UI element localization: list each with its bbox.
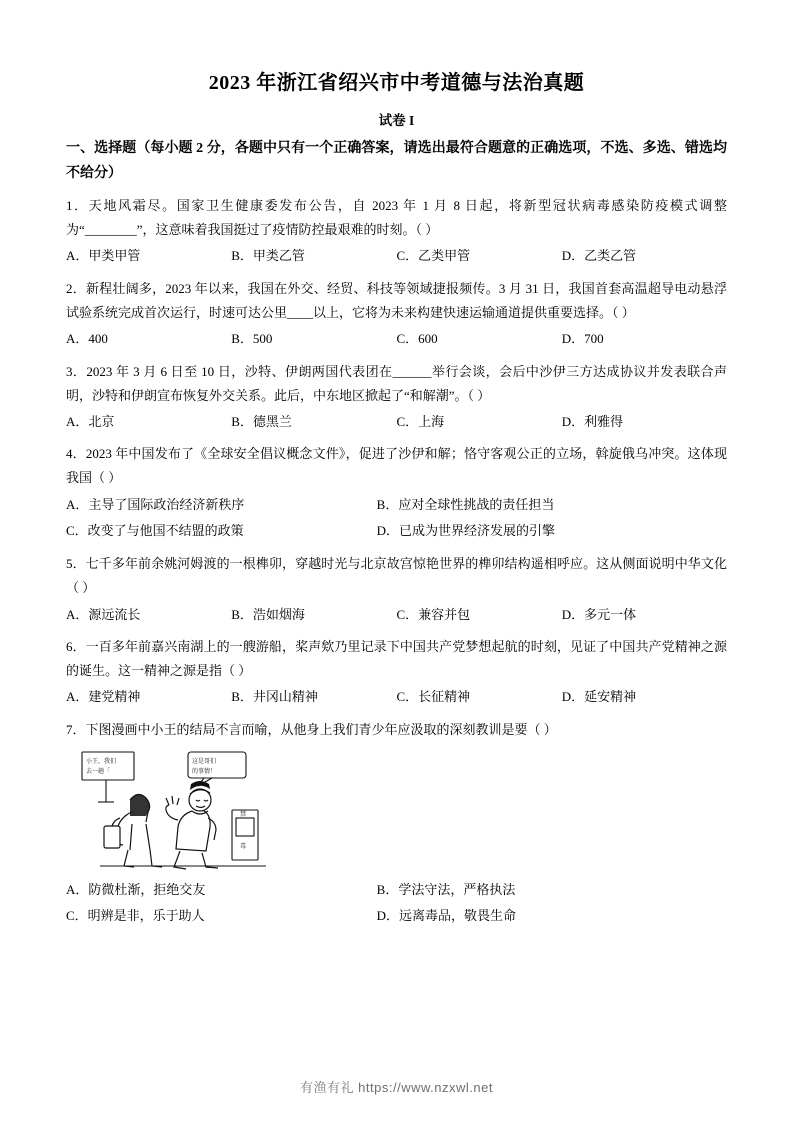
option-d[interactable]: D．延安精神 xyxy=(561,689,637,705)
option-d[interactable]: D．乙类乙管 xyxy=(561,248,637,264)
option-row xyxy=(66,410,727,435)
option-b[interactable]: B．甲类乙管 xyxy=(231,248,305,264)
option-row xyxy=(66,685,727,710)
question-stem: 3．2023 年 3 月 6 日至 10 日，沙特、伊朗两国代表团在______举行会谈，会后中沙伊三方达成协议并发表联合声明，沙特和伊朗宣布恢复外交关系。此后，中东地区掀起了“和解潮”。（ ） xyxy=(66,363,727,403)
cartoon-illustration xyxy=(80,748,280,873)
svg-text:禁: 禁 xyxy=(240,812,247,819)
option-row xyxy=(66,492,727,518)
question-stem: 2．新程壮阔多，2023 年以来，我国在外交、经贸、科技等领域捷报频传。3 月 31 日，我国首套高温超导电动悬浮试验系统完成首次运行，时速可达公里____以上，它将为未来构建快速运输通道提供重要选择。（ ） xyxy=(66,280,727,320)
option-a[interactable]: A．主导了国际政治经济新秩序 xyxy=(66,497,245,513)
question-stem: 6．一百多年前嘉兴南湖上的一艘游船，桨声欸乃里记录下中国共产党梦想起航的时刻，见证了中国共产党精神之源的诞生。这一精神之源是指（ ） xyxy=(66,639,727,679)
option-row xyxy=(66,877,727,903)
option-row xyxy=(66,327,727,352)
option-c[interactable]: C．兼容并包 xyxy=(396,606,471,622)
option-b[interactable]: B．浩如烟海 xyxy=(231,606,305,622)
option-c[interactable]: C．上海 xyxy=(396,413,445,429)
section-heading: 一、选择题（每小题 2 分，各题中只有一个正确答案，请选出最符合题意的正确选项，不选、多选、错选均不给分） xyxy=(66,141,727,181)
svg-text:小王，我们: 小王，我们 xyxy=(86,759,117,766)
option-block xyxy=(66,877,727,929)
svg-text:的事情！: 的事情！ xyxy=(192,769,217,776)
question-stem: 5．七千多年前余姚河姆渡的一根榫卯，穿越时光与北京故宫惊艳世界的榫卯结构遥相呼应。这从侧面说明中华文化（ ） xyxy=(66,556,727,596)
option-a[interactable]: A．建党精神 xyxy=(66,689,141,705)
svg-text:毒: 毒 xyxy=(240,844,247,851)
option-c[interactable]: C．乙类甲管 xyxy=(396,248,471,264)
option-b[interactable]: B．应对全球性挑战的责任担当 xyxy=(376,497,555,513)
option-c[interactable]: C．明辨是非，乐于助人 xyxy=(66,908,205,924)
option-b[interactable]: B．德黑兰 xyxy=(231,413,292,429)
option-a[interactable]: A．400 xyxy=(66,330,108,346)
option-d[interactable]: D．远离毒品，敬畏生命 xyxy=(376,908,517,924)
option-b[interactable]: B．500 xyxy=(231,330,273,346)
option-a[interactable]: A．北京 xyxy=(66,413,115,429)
page-title: 2023 年浙江省绍兴市中考道德与法治真题 xyxy=(208,72,585,94)
svg-text:这是哥们: 这是哥们 xyxy=(192,759,217,766)
paper-label: 试卷 I xyxy=(378,113,415,128)
option-a[interactable]: A．甲类甲管 xyxy=(66,248,141,264)
option-block xyxy=(66,492,727,544)
option-a[interactable]: A．防微杜渐，拒绝交友 xyxy=(66,882,206,898)
option-b[interactable]: B．井冈山精神 xyxy=(231,689,318,705)
footer-brand: 有渔有礼 xyxy=(300,1080,355,1095)
footer-url[interactable]: https://www.nzxwl.net xyxy=(358,1080,493,1095)
question-stem: 1．天地风霜尽。国家卫生健康委发布公告，自 2023 年 1 月 8 日起，将新型冠状病毒感染防疫模式调整为“________”，这意味着我国挺过了疫情防控最艰难的时刻。（ ） xyxy=(66,198,727,238)
option-c[interactable]: C．600 xyxy=(396,330,438,346)
option-a[interactable]: A．源远流长 xyxy=(66,606,141,622)
option-d[interactable]: D．多元一体 xyxy=(561,606,637,622)
question-stem: 4．2023 年中国发布了《全球安全倡议概念文件》，促进了沙伊和解；恪守客观公正的立场，斡旋俄乌冲突。这体现我国（ ） xyxy=(66,446,727,486)
svg-text:去一趟「: 去一趟「 xyxy=(86,769,111,776)
option-d[interactable]: D．已成为世界经济发展的引擎 xyxy=(376,523,556,539)
option-row xyxy=(66,903,727,929)
option-d[interactable]: D．700 xyxy=(561,330,604,346)
option-c[interactable]: C．长征精神 xyxy=(396,689,471,705)
question-stem: 7．下图漫画中小王的结局不言而喻，从他身上我们青少年应汲取的深刻教训是要（ ） xyxy=(66,722,557,737)
option-c[interactable]: C．改变了与他国不结盟的政策 xyxy=(66,523,244,539)
option-b[interactable]: B．学法守法，严格执法 xyxy=(376,882,516,898)
option-d[interactable]: D．利雅得 xyxy=(561,413,624,429)
option-row xyxy=(66,244,727,269)
option-row xyxy=(66,603,727,628)
page-footer xyxy=(0,1077,793,1096)
option-row xyxy=(66,518,727,544)
